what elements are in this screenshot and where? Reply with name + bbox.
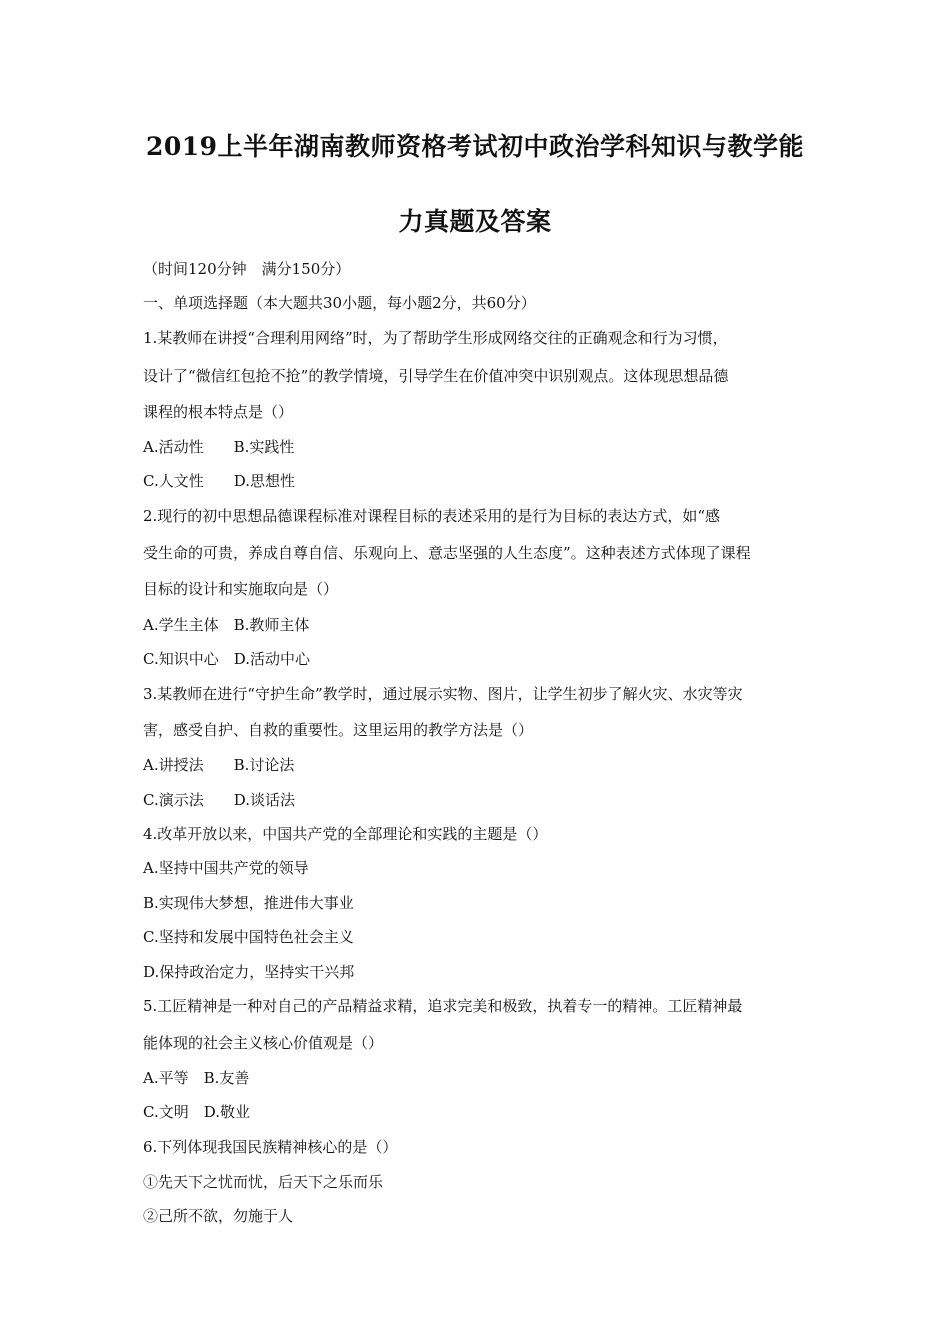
answer-option-line: C.文明 D.敬业	[143, 1103, 250, 1121]
question-text-line: 3.某教师在进行“守护生命”教学时，通过展示实物、图片，让学生初步了解火灾、水灾等灾	[143, 685, 743, 703]
question-text-line: 1.某教师在讲授“合理利用网络”时，为了帮助学生形成网络交往的正确观念和行为习惯，	[143, 329, 728, 347]
question-text-line: 目标的设计和实施取向是（）	[143, 580, 339, 598]
answer-option-line: ①先天下之忧而忧，后天下之乐而乐	[143, 1173, 384, 1191]
exam-info: （时间120分钟 满分150分）	[143, 260, 351, 278]
question-text-line: 设计了“微信红包抢不抢”的教学情境，引导学生在价值冲突中识别观点。这体现思想品德	[143, 367, 729, 385]
answer-option-line: B.实现伟大梦想，推进伟大事业	[143, 894, 354, 912]
section-heading: 一、单项选择题（本大题共30小题，每小题2分，共60分）	[143, 294, 536, 312]
document-title-line-2: 力真题及答案	[398, 207, 552, 236]
document-title-line-1: 2019上半年湖南教师资格考试初中政治学科知识与教学能	[145, 132, 805, 161]
question-text-line: 2.现行的初中思想品德课程标准对课程目标的表述采用的是行为目标的表达方式，如“感	[143, 507, 720, 525]
question-text-line: 受生命的可贵，养成自尊自信、乐观向上、意志坚强的人生态度”。这种表述方式体现了课程	[143, 544, 751, 562]
answer-option-line: A.坚持中国共产党的领导	[143, 859, 309, 877]
question-text-line: 5.工匠精神是一种对自己的产品精益求精，追求完美和极致，执着专一的精神。工匠精神最	[143, 997, 743, 1015]
answer-option-line: D.保持政治定力，坚持实干兴邦	[143, 963, 355, 981]
answer-option-line: C.知识中心 D.活动中心	[143, 650, 310, 668]
question-text-line: 害，感受自护、自救的重要性。这里运用的教学方法是（）	[143, 721, 534, 739]
question-text-line: 4.改革开放以来，中国共产党的全部理论和实践的主题是（）	[143, 825, 548, 843]
question-text-line: 6.下列体现我国民族精神核心的是（）	[143, 1138, 398, 1156]
answer-option-line: A.平等 B.友善	[143, 1069, 250, 1087]
question-text-line: 课程的根本特点是（）	[143, 403, 294, 421]
answer-option-line: ②己所不欲，勿施于人	[143, 1207, 294, 1225]
answer-option-line: C.人文性 D.思想性	[143, 472, 295, 490]
answer-option-line: A.活动性 B.实践性	[143, 438, 295, 456]
answer-option-line: A.学生主体 B.教师主体	[143, 616, 310, 634]
answer-option-line: A.讲授法 B.讨论法	[143, 756, 295, 774]
answer-option-line: C.坚持和发展中国特色社会主义	[143, 928, 354, 946]
question-text-line: 能体现的社会主义核心价值观是（）	[143, 1034, 384, 1052]
answer-option-line: C.演示法 D.谈话法	[143, 791, 295, 809]
